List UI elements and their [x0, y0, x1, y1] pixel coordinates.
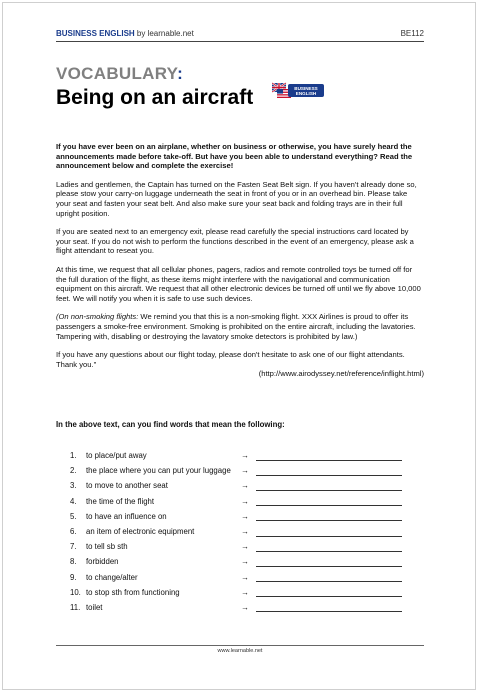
- item-number: 3.: [70, 481, 77, 491]
- announcement-paragraph-5: If you have any questions about our flight today, please don't hesitate to ask one of our flight attendants. Thank you.": [56, 350, 405, 369]
- item-term: to tell sb sth: [86, 542, 128, 552]
- exercise-item: [70, 600, 410, 615]
- document-code: BE112: [400, 29, 424, 38]
- answer-line[interactable]: [256, 481, 402, 491]
- page-title: Being on an aircraft: [56, 86, 254, 109]
- item-number: 7.: [70, 542, 77, 552]
- arrow-icon: →: [241, 587, 249, 597]
- answer-line[interactable]: [256, 511, 402, 521]
- item-term: to place/put away: [86, 451, 147, 461]
- arrow-icon: →: [241, 602, 249, 612]
- item-term: the place where you can put your luggage: [86, 466, 231, 476]
- page-footer: www.learnable.net: [56, 645, 424, 654]
- item-term: toilet: [86, 602, 103, 612]
- brand-suffix: by learnable.net: [134, 29, 194, 38]
- exercise-item: [70, 494, 410, 509]
- exercise-item: [70, 524, 410, 539]
- answer-line[interactable]: [256, 496, 402, 506]
- arrow-icon: →: [241, 466, 249, 476]
- exercise-item: [70, 585, 410, 600]
- non-smoking-text: We remind you that this is a non-smoking flight. XXX Airlines is proud to offer its passengers a smoke-free environment. Smoking is prohibited on the entire aircraft, including the lavatories. Tampering with, disabling or destroying the lavatory smoke detectors is prohibited by law.): [56, 312, 416, 341]
- exercise-item: [70, 539, 410, 554]
- item-term: to move to another seat: [86, 481, 168, 491]
- announcement-paragraph-3: At this time, we request that all cellular phones, pagers, radios and remote controlled toys be turned off for the full duration of the flight, as these items might interfere with the navigational and communication equipment on this aircraft. We request that all other electronic devices be turned off until we fly above 10,000 feet. We will notify you when it is safe to use such devices.: [56, 264, 421, 303]
- answer-line[interactable]: [256, 602, 402, 612]
- answer-line[interactable]: [256, 587, 402, 597]
- answer-line[interactable]: [256, 451, 402, 461]
- non-smoking-note: (On non-smoking flights:: [56, 312, 139, 322]
- item-term: the time of the flight: [86, 496, 155, 506]
- exercise-item: [70, 463, 410, 478]
- exercise-question: In the above text, can you find words that mean the following:: [56, 420, 285, 429]
- logo-line2: ENGLISH: [295, 91, 317, 97]
- arrow-icon: →: [241, 527, 249, 537]
- announcement-paragraph-2: If you are seated next to an emergency exit, please read carefully the special instructions card located by your seat. If you do not wish to perform the functions described in the event of an emergency, please ask a flight attendant to reseat you.: [56, 227, 414, 256]
- section-label: [56, 64, 183, 84]
- article-body: [56, 142, 424, 388]
- business-english-flag-logo: [272, 82, 324, 99]
- brand-name: BUSINESS ENGLISH: [56, 29, 135, 38]
- item-term: an item of electronic equipment: [86, 527, 195, 537]
- answer-line[interactable]: [256, 572, 402, 582]
- exercise-item: [70, 509, 410, 524]
- arrow-icon: →: [241, 481, 249, 491]
- page-header: [56, 29, 424, 42]
- item-term: to change/alter: [86, 572, 138, 582]
- item-number: 9.: [70, 572, 77, 582]
- exercise-list: [70, 448, 410, 615]
- item-term: to stop sth from functioning: [86, 587, 180, 597]
- announcement-paragraph-4: [56, 312, 424, 341]
- item-term: to have an influence on: [86, 511, 167, 521]
- answer-line[interactable]: [256, 527, 402, 537]
- section-label-text: VOCABULARY: [56, 64, 178, 83]
- item-term: forbidden: [86, 557, 119, 567]
- logo-line1: BUSINESS: [294, 86, 318, 91]
- item-number: 10.: [70, 587, 81, 597]
- answer-line[interactable]: [256, 466, 402, 476]
- announcement-paragraph-1: Ladies and gentlemen, the Captain has turned on the Fasten Seat Belt sign. If you haven't already done so, please stow your carry-on luggage underneath the seat in front of you or in an overhead bin. Please take your seat and fasten your seat belt. And also make sure your seat back and folding trays are in their full upright position.: [56, 179, 417, 218]
- arrow-icon: →: [241, 542, 249, 552]
- source-url: (http://www.airodyssey.net/reference/inflight.html): [258, 369, 424, 379]
- exercise-item: [70, 570, 410, 585]
- arrow-icon: →: [241, 557, 249, 567]
- item-number: 1.: [70, 451, 77, 461]
- answer-line[interactable]: [256, 542, 402, 552]
- item-number: 6.: [70, 527, 77, 537]
- arrow-icon: →: [241, 572, 249, 582]
- intro-paragraph: If you have ever been on an airplane, whether on business or otherwise, you have surely heard the announcements made before take-off. But have you been able to understand everything? Read the announcement below and complete the exercise!: [56, 142, 413, 171]
- item-number: 4.: [70, 496, 77, 506]
- exercise-item: [70, 448, 410, 463]
- item-number: 2.: [70, 466, 77, 476]
- item-number: 8.: [70, 557, 77, 567]
- item-number: 11.: [70, 602, 81, 612]
- header-brand: [56, 29, 194, 38]
- item-number: 5.: [70, 511, 77, 521]
- arrow-icon: →: [241, 496, 249, 506]
- exercise-item: [70, 478, 410, 493]
- arrow-icon: →: [241, 451, 249, 461]
- exercise-item: [70, 554, 410, 569]
- answer-line[interactable]: [256, 557, 402, 567]
- section-label-colon: :: [177, 64, 184, 83]
- arrow-icon: →: [241, 511, 249, 521]
